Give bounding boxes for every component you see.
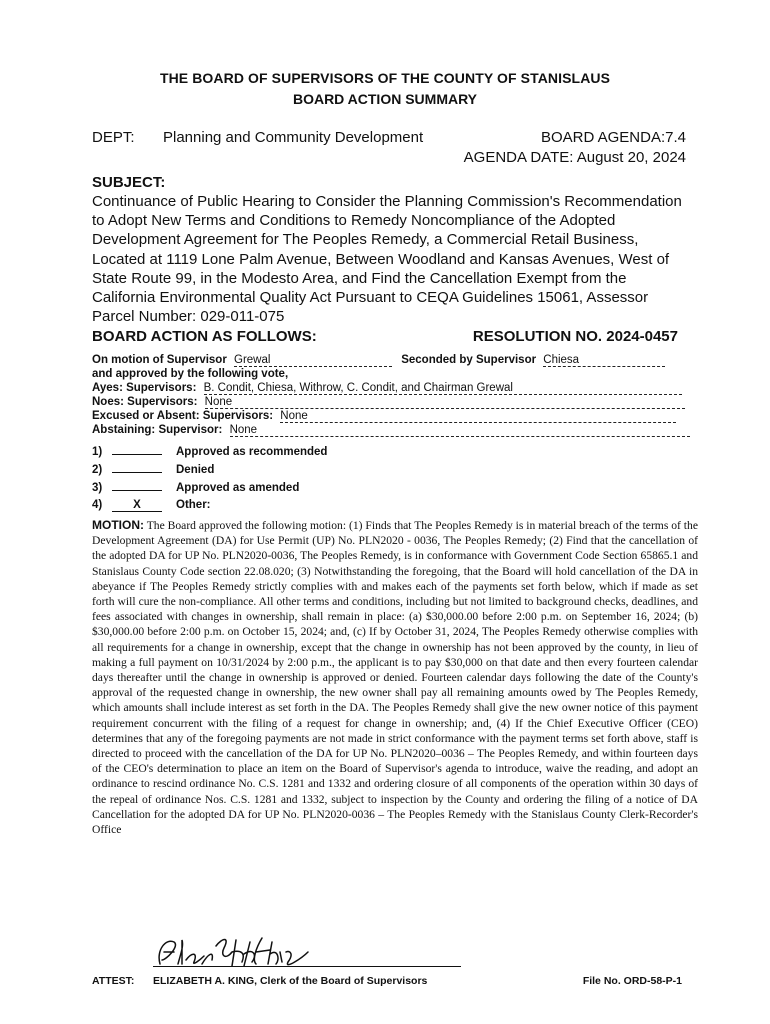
option-number: 2) bbox=[92, 464, 103, 476]
approved-line: and approved by the following vote, bbox=[92, 368, 289, 380]
motion-line bbox=[92, 354, 698, 367]
option-label: Approved as amended bbox=[176, 482, 300, 494]
motion-by-label: On motion of Supervisor bbox=[92, 354, 227, 366]
resolution-number: RESOLUTION NO. 2024-0457 bbox=[472, 328, 678, 345]
option-item bbox=[92, 464, 214, 476]
noes-label: Noes: Supervisors: bbox=[92, 396, 198, 408]
option-label: Denied bbox=[176, 464, 215, 476]
noes-line bbox=[92, 396, 698, 409]
attest-name: ELIZABETH A. KING, Clerk of the Board of Supervisors bbox=[153, 975, 428, 987]
option-item bbox=[92, 499, 211, 512]
subject-label: SUBJECT: bbox=[92, 174, 166, 191]
option-number: 4) bbox=[92, 499, 103, 511]
board-agenda-number: BOARD AGENDA:7.4 bbox=[540, 129, 686, 146]
option-item bbox=[92, 482, 299, 494]
ayes-label: Ayes: Supervisors: bbox=[92, 382, 197, 394]
noes-value: None bbox=[205, 396, 685, 409]
seconded-by-label: Seconded by Supervisor bbox=[401, 354, 537, 366]
clerk-signature bbox=[152, 930, 332, 974]
option-mark bbox=[112, 472, 162, 473]
seconded-by-value: Chiesa bbox=[543, 354, 665, 367]
document-subtitle: BOARD ACTION SUMMARY bbox=[292, 91, 478, 107]
document-title: THE BOARD OF SUPERVISORS OF THE COUNTY OF STANISLAUS bbox=[159, 70, 611, 86]
board-action-label: BOARD ACTION AS FOLLOWS: bbox=[92, 328, 317, 345]
attest-label: ATTEST: bbox=[92, 975, 135, 987]
signature-line bbox=[153, 966, 461, 967]
abstaining-value: None bbox=[230, 424, 690, 437]
option-item bbox=[92, 446, 327, 458]
dept-label: DEPT: bbox=[92, 129, 135, 146]
agenda-date: AGENDA DATE: August 20, 2024 bbox=[463, 149, 686, 166]
file-number: File No. ORD-58-P-1 bbox=[582, 975, 682, 987]
signature-caption: Elizabeth A King bbox=[152, 973, 159, 974]
option-mark bbox=[112, 490, 162, 491]
excused-line bbox=[92, 410, 698, 423]
ayes-line bbox=[92, 382, 698, 395]
option-label: Approved as recommended bbox=[176, 446, 328, 458]
option-mark bbox=[112, 454, 162, 455]
motion-text: The Board approved the following motion: (1) Finds that The Peoples Remedy is in material breach of the terms of the Development Agreement (DA) for Use Permit (UP) No. PLN2020 - 0036, The Peoples Remedy; (2) Find that the cancellation of the adopted DA for UP No. PLN2020-0036, The Peoples Remedy, is in conformance with Government Code Section 65865.1 and Stanislaus County Code section 22.08.020; (3) Notwithstanding the foregoing, that the Board will hold cancellation of the DA in abeyance if The Peoples Remedy strictly complies with and makes each of the payments set forth below, which if made as set forth will cure the non-compliance. All other terms and conditions, including but not limited to background checks, deadlines, and fees associated with changes in ownership, shall remain in place: (a) $30,000.00 before 2:00 p.m. on September 16, 2024; (b) $30,000.00 before 2:00 p.m. on October 15, 2024; and, (c) If by October 31, 2024, The Peoples Remedy otherwise complies with all requirements for a change in ownership, except that the change in ownership has not been approved by the county, in lieu of making a full payment on 10/31/2024 by 2:00 p.m., the applicant is to pay $30,000 on that date and then every fourteen calendar days thereafter until the change in ownership is approved or denied. Fourteen calendar days following the date of the County's approval of the requested change in ownership, the new owner shall pay all remaining amounts owed by The Peoples Remedy, which amounts shall include interest as set forth in the DA. The Peoples Remedy shall give the new owner notice of this payment requirement concurrent with the filing of a request for change in ownership; and, (4) If the Chief Executive Officer (CEO) determines that any of the foregoing payments are not made in strict conformance with the payment terms set forth above, staff is directed to proceed with the cancellation of the DA for UP No. PLN2020–0036 – The Peoples Remedy, and within fourteen days of the CEO's determination to place an item on the Board of Supervisor's agenda to introduce, waive the reading, and adopt an ordinance to rescind ordinance No. C.S. 1281 and 1332 and ordering closure of all components of the operation within 30 days of the repeal of ordinance Nos. C.S. 1281 and 1332, subject to inspection by the County and ordering the filing of a notice of DA Cancellation for the adopted DA for UP No. PLN2020-0036 – The Peoples Remedy with the Stanislaus County Clerk-Recorder's Office bbox=[92, 519, 698, 837]
option-mark: X bbox=[112, 499, 162, 512]
excused-value: None bbox=[280, 410, 676, 423]
abstaining-line bbox=[92, 424, 698, 437]
abstaining-label: Abstaining: Supervisor: bbox=[92, 424, 223, 436]
subject-text: Continuance of Public Hearing to Consider the Planning Commission's Recommendation to Adopt New Terms and Conditions to Remedy Noncompliance of the Adopted Development Agreement for The Peoples Remedy, a Commercial Retail Business, Located at 1119 Lone Palm Avenue, Between Woodland and Kansas Avenues, West of State Route 99, in the Modesto Area, and Find the Cancellation Exempt from the California Environmental Quality Act Pursuant to CEQA Guidelines 15061, Assessor Parcel Number: 029-011-075 bbox=[92, 193, 682, 326]
ayes-value: B. Condit, Chiesa, Withrow, C. Condit, and Chairman Grewal bbox=[204, 382, 682, 395]
option-label: Other: bbox=[176, 499, 211, 511]
option-number: 1) bbox=[92, 446, 103, 458]
dept-value: Planning and Community Development bbox=[163, 129, 424, 146]
motion-paragraph bbox=[92, 518, 698, 837]
motion-by-value: Grewal bbox=[234, 354, 392, 367]
option-number: 3) bbox=[92, 482, 103, 494]
motion-label: MOTION: bbox=[92, 518, 144, 532]
excused-label: Excused or Absent: Supervisors: bbox=[92, 410, 274, 422]
